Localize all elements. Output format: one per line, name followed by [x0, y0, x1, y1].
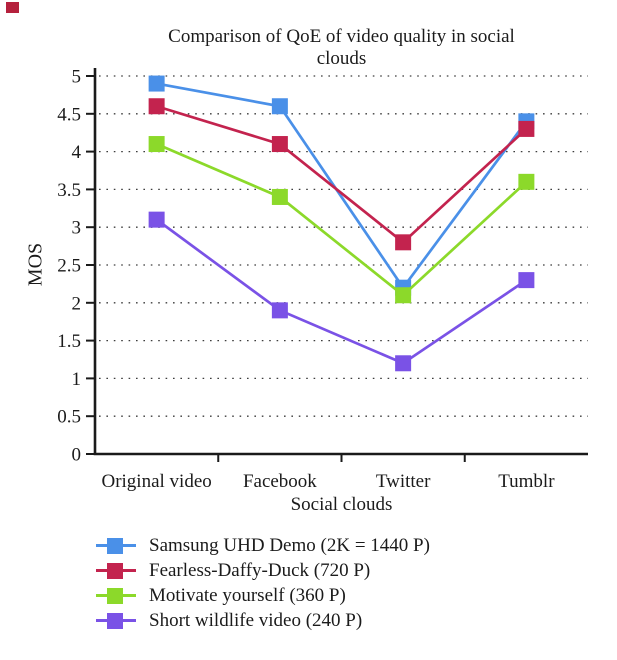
series-2-marker-3	[518, 174, 534, 190]
legend-label: Fearless-Daffy-Duck (720 P)	[149, 559, 371, 581]
series-1-marker-1	[272, 136, 288, 152]
legend-marker-short-wildlife-video-icon	[96, 613, 136, 629]
series-2-marker-2	[395, 287, 411, 303]
y-tick-label: 2	[71, 293, 81, 315]
x-category-label: Original video	[101, 471, 212, 492]
y-axis-title: MOS	[24, 242, 47, 287]
legend-label: Short wildlife video (240 P)	[149, 609, 363, 631]
y-tick-label: 5	[71, 66, 81, 88]
series-2-marker-1	[272, 189, 288, 205]
series-line-1	[157, 106, 527, 242]
y-tick-label: 1.5	[57, 331, 81, 353]
series-3-marker-1	[272, 302, 288, 318]
y-tick-label: 3	[71, 217, 81, 239]
series-2-marker-0	[149, 136, 165, 152]
y-tick-label: 0	[71, 444, 81, 466]
legend-marker-fearless-daffy-duck-icon	[96, 563, 136, 579]
legend-marker-samsung-uhd-icon	[96, 538, 136, 554]
series-1-marker-3	[518, 121, 534, 137]
x-category-label: Facebook	[242, 471, 317, 492]
legend-item-samsung-uhd	[96, 533, 430, 558]
series-line-2	[157, 144, 527, 295]
y-tick-label: 4	[71, 142, 81, 164]
chart-title-line-1: Comparison of QoE of video quality in social	[168, 26, 515, 47]
y-tick-label: 2.5	[57, 255, 81, 277]
series-1-marker-0	[149, 98, 165, 114]
chart-title-line-2: clouds	[316, 48, 367, 69]
series-3-marker-3	[518, 272, 534, 288]
y-tick-label: 3.5	[57, 179, 81, 201]
series-0-marker-0	[149, 76, 165, 92]
series-line-0	[157, 84, 527, 288]
y-tick-label: 4.5	[57, 104, 81, 126]
legend-item-motivate-yourself	[96, 583, 430, 608]
legend-label: Samsung UHD Demo (2K = 1440 P)	[149, 534, 430, 556]
series-0-marker-1	[272, 98, 288, 114]
series-1-marker-2	[395, 234, 411, 250]
legend-label: Motivate yourself (360 P)	[149, 584, 346, 606]
x-axis-title: Social clouds	[290, 494, 393, 515]
legend-item-fearless-daffy-duck	[96, 558, 430, 583]
series-line-3	[157, 220, 527, 364]
legend-item-short-wildlife-video	[96, 608, 430, 633]
series-3-marker-2	[395, 355, 411, 371]
x-category-label: Twitter	[375, 471, 431, 492]
y-tick-label: 1	[71, 368, 81, 390]
legend	[96, 533, 430, 633]
series-3-marker-0	[149, 212, 165, 228]
x-category-label: Tumblr	[498, 471, 555, 492]
y-tick-label: 0.5	[57, 406, 81, 428]
legend-marker-motivate-yourself-icon	[96, 588, 136, 604]
